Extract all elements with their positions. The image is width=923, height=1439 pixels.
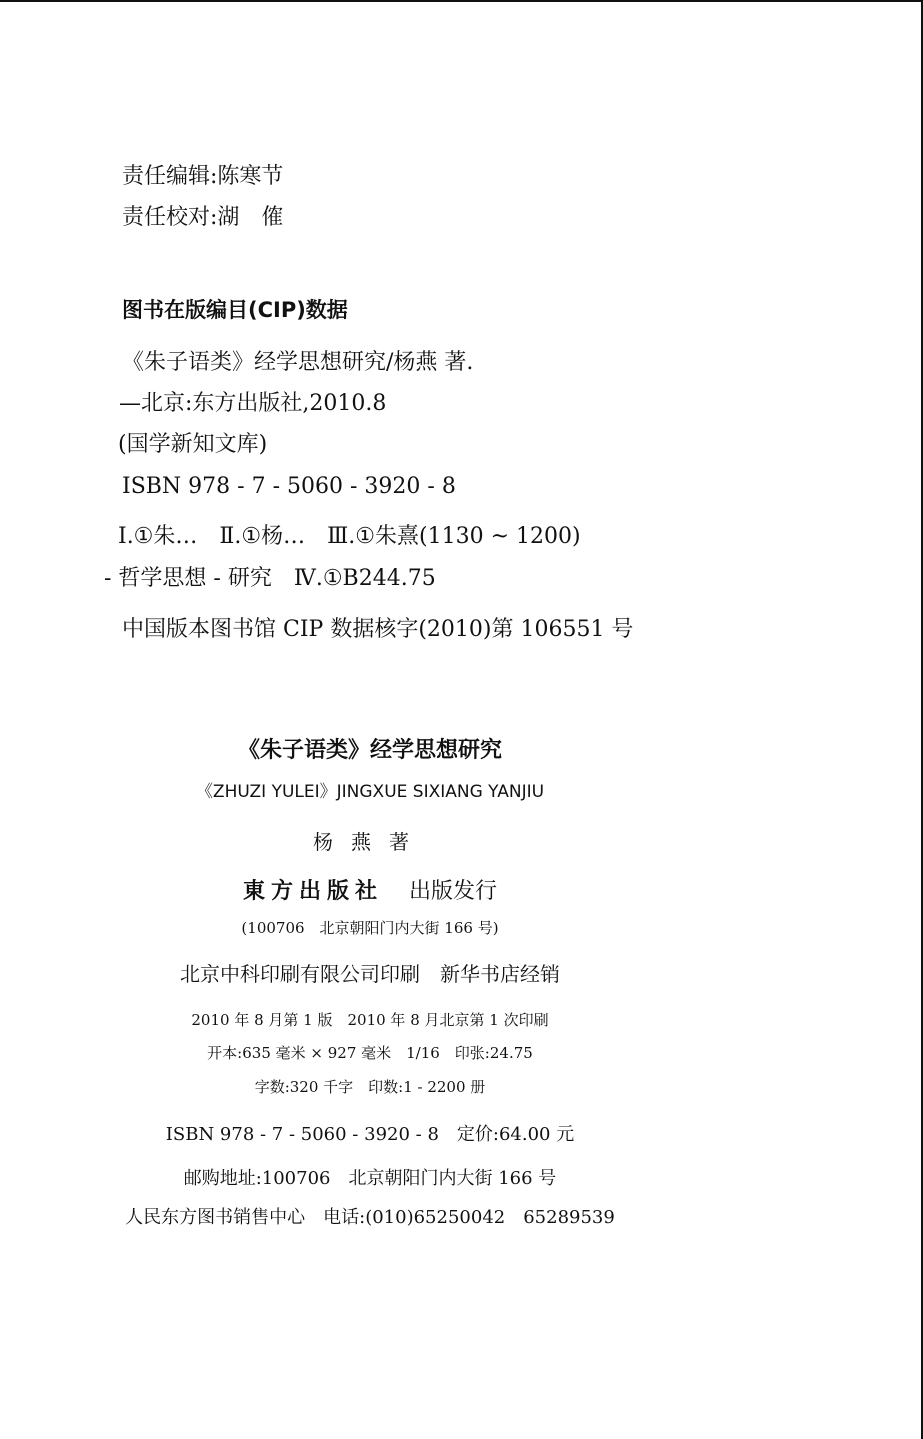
publisher-address: (100706 北京朝阳门内大街 166 号) xyxy=(241,919,499,937)
cip-subject-line: Ⅰ.①朱… Ⅱ.①杨… Ⅲ.①朱熹(1130 ~ 1200) xyxy=(118,524,581,549)
mail-address-line: 邮购地址:100706 北京朝阳门内大街 166 号 xyxy=(183,1168,557,1189)
editor-credit: 责任编辑:陈寒节 xyxy=(122,164,284,189)
sales-contact-line: 人民东方图书销售中心 电话:(010)65250042 65289539 xyxy=(125,1207,615,1228)
cip-record-line: 中国版本图书馆 CIP 数据核字(2010)第 106551 号 xyxy=(122,617,634,642)
printer-line: 北京中科印刷有限公司印刷 新华书店经销 xyxy=(180,962,560,986)
format-line: 开本:635 毫米 × 927 毫米 1/16 印张:24.75 xyxy=(207,1044,533,1062)
cip-subject-line-2: - 哲学思想 - 研究 Ⅳ.①B244.75 xyxy=(104,566,436,591)
isbn-price-line: ISBN 978 - 7 - 5060 - 3920 - 8 定价:64.00 元 xyxy=(165,1124,575,1145)
counts-line: 字数:320 千字 印数:1 - 2200 册 xyxy=(254,1078,486,1096)
cip-title-line: 《朱子语类》经学思想研究/杨燕 著. xyxy=(122,350,474,375)
publisher-action: 出版发行 xyxy=(409,879,498,904)
edition-line: 2010 年 8 月第 1 版 2010 年 8 月北京第 1 次印刷 xyxy=(191,1011,549,1029)
cip-isbn-line: ISBN 978 - 7 - 5060 - 3920 - 8 xyxy=(122,474,456,499)
publisher-name: 東方出版社 xyxy=(242,878,383,904)
colophon-title-cn: 《朱子语类》经学思想研究 xyxy=(237,738,502,763)
cip-series-line: (国学新知文库) xyxy=(118,432,268,457)
page-top-border xyxy=(0,0,923,2)
colophon-author: 杨燕著 xyxy=(313,830,427,854)
colophon-title-pinyin: 《ZHUZI YULEI》JINGXUE SIXIANG YANJIU xyxy=(195,782,545,802)
cip-publisher-line: —北京:东方出版社,2010.8 xyxy=(119,391,387,416)
proofreader-credit: 责任校对:湖 傕 xyxy=(122,205,284,230)
colophon-publisher xyxy=(0,880,740,903)
cip-heading: 图书在版编目(CIP)数据 xyxy=(122,298,348,322)
